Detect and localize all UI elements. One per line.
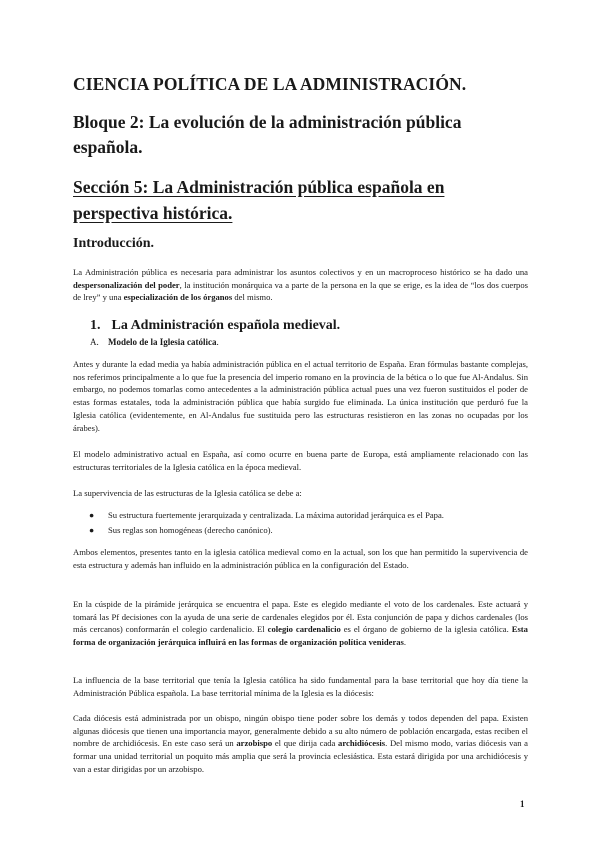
p7-text-3: . Del mismo modo, varias diócesis van a formar una unidad territorial un poquito más amplia que será la provincia eclesiástica. Esta estará dirigida por una archidiócesis y van a estar dirigidas por un arzobispo.	[73, 738, 528, 774]
subsection-a-label: A.	[90, 337, 99, 347]
list-item	[73, 523, 528, 538]
paragraph-1: Antes y durante la edad media ya había administración pública en el actual territorio de España. Eran fórmulas bastante complejas, nos referimos principalmente a lo que fue la presencia del imperio romano en la provincia de la bética o lo que fue Al-Andalus. Sin embargo, no podemos tomarlas como antecedentes a la administración pública actual pues una vez fueron sustituidos el poder de estas formas estatales, toda la administración pública que había surgido fue eliminada. La única institución que perduró fue la Iglesia católica (evidentemente, en Al-Andalus fue sustituida pero las estructuras resistieron en las zonas no ocupadas por los árabes).	[73, 359, 528, 433]
p7-text-1: Cada diócesis está administrada por un obispo, ningún obispo tiene poder sobre los demás y todos dependen del papa. Existen algunas diócesis que tienen una importancia mayor, generalmente debido a su alto número de población encargada, estas reciben el nombre de archidiócesis. En este caso será un	[73, 713, 528, 749]
paragraph-6: La influencia de la base territorial que tenía la Iglesia católica ha sido fundamental para la base territorial que hoy día tiene la Administración Pública española. La base territorial mínima de la Iglesia es la diócesis:	[73, 675, 528, 698]
p5-bold-2: Esta forma de organización jerárquica influirá en las formas de organización política venideras	[73, 624, 528, 648]
p7-bold-2: archidiócesis	[338, 738, 386, 749]
bullet-icon: ●	[89, 525, 95, 535]
section-1-title: La Administración española medieval.	[111, 318, 341, 333]
bullet-icon: ●	[89, 510, 95, 520]
page-number: 1	[520, 799, 525, 809]
document-title: CIENCIA POLÍTICA DE LA ADMINISTRACIÓN.	[73, 74, 467, 94]
intro-paragraph	[73, 266, 528, 304]
block-heading: Bloque 2: La evolución de la administración pública española.	[73, 112, 462, 157]
p7-text-2: el que dirija cada	[272, 738, 339, 749]
intro-text-2: , la institución monárquica va a parte de la persona en la que se erige, es la idea de “los dos cuerpos de lrey” y una	[73, 279, 528, 303]
list-item	[73, 508, 528, 523]
intro-bold-1: despersonalización del poder	[73, 279, 180, 290]
subsection-a-end: .	[216, 337, 219, 347]
intro-text-1: La Administración pública es necesaria para administrar los asuntos colectivos y en un macroproceso histórico se ha dado una	[73, 267, 528, 277]
paragraph-2: El modelo administrativo actual en España, así como ocurre en buena parte de Europa, está ampliamente relacionado con las estructuras territoriales de la Iglesia católica en la época medieval.	[73, 449, 528, 472]
intro-bold-2: especialización de los órganos	[123, 292, 233, 303]
paragraph-3: La supervivencia de las estructuras de la Iglesia católica se debe a:	[73, 488, 302, 498]
paragraph-4: Ambos elementos, presentes tanto en la iglesia católica medieval como en la actual, son los que han permitido la supervivencia de esta estructura y además han influido en la administración pública en la configuración del Estado.	[73, 547, 528, 570]
section-1-number: 1.	[90, 318, 101, 333]
p5-bold-1: colegio cardenalicio	[267, 624, 341, 635]
p5-text-2: es el órgano de gobierno de la iglesia católica.	[340, 624, 512, 635]
intro-heading: Introducción.	[73, 236, 155, 251]
subsection-a-heading	[90, 337, 219, 347]
bullet-text: Sus reglas son homogéneas (derecho canónico).	[108, 525, 273, 535]
subsection-a-title: Modelo de la Iglesia católica	[108, 337, 217, 347]
section-heading: Sección 5: La Administración pública española en perspectiva histórica.	[73, 177, 445, 223]
bullet-text: Su estructura fuertemente jerarquizada y centralizada. La máxima autoridad jerárquica es el Papa.	[108, 510, 444, 520]
p5-text-3: .	[403, 637, 407, 648]
section-1-heading	[90, 318, 340, 334]
paragraph-7	[73, 712, 528, 776]
intro-text-3: del mismo.	[232, 292, 273, 303]
bullet-list	[73, 508, 528, 538]
paragraph-5	[73, 598, 528, 649]
p5-text-1: En la cúspide de la pirámide jerárquica se encuentra el papa. Este es elegido mediante el voto de los cardenales. Este actuará y tomará las Pf decisiones con la ayuda de una serie de cardenales elegidos por él. Esta conjunción de papa y dichos cardenales (los más cercanos) conformarán el colegio cardenalicio. El	[73, 599, 528, 635]
p7-bold-1: arzobispo	[236, 738, 273, 749]
